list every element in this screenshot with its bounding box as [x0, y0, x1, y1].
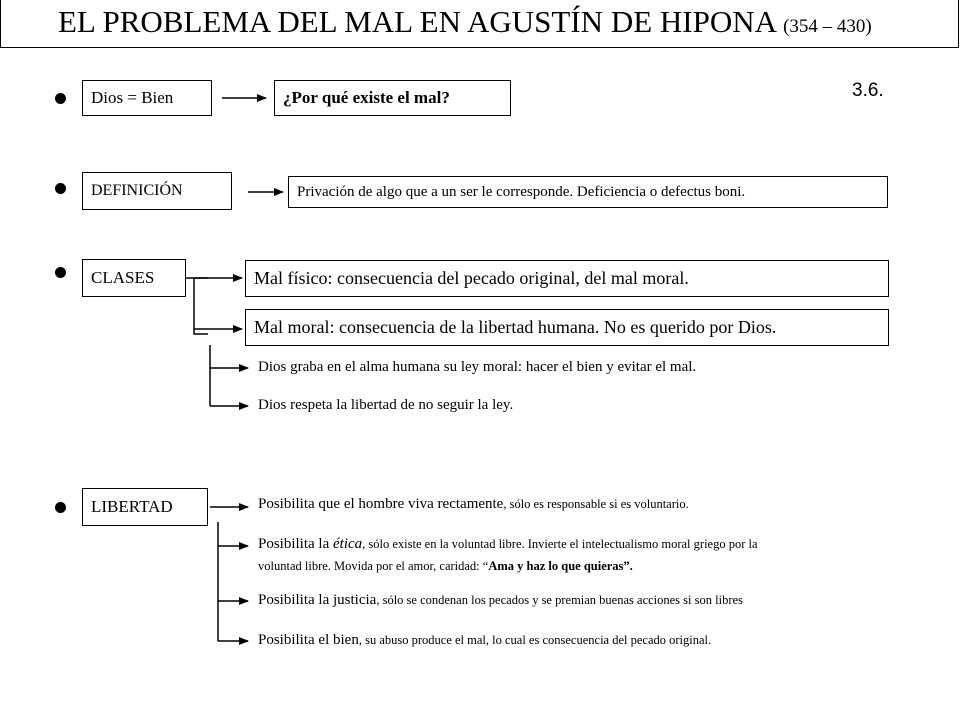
clases-box	[82, 259, 186, 297]
libertad-item-2-line2	[258, 559, 633, 574]
page-number: 3.6.	[852, 80, 884, 101]
mal-fisico-text: Mal físico: consecuencia del pecado original, del mal moral.	[254, 268, 689, 288]
libertad-box	[82, 488, 208, 526]
libertad-label: LIBERTAD	[91, 497, 173, 516]
item1-rest: , sólo es responsable si es voluntario.	[503, 497, 689, 511]
libertad-item-3	[258, 592, 743, 609]
item4-rest: , su abuso produce el mal, lo cual es consecuencia del pecado original.	[358, 633, 712, 647]
item2-em: ética	[333, 536, 363, 552]
moral-sub2: Dios respeta la libertad de no seguir la ley.	[258, 397, 514, 413]
item2-line2-post: ”.	[623, 559, 633, 573]
definicion-label: DEFINICIÓN	[91, 182, 183, 199]
mal-moral-text: Mal moral: consecuencia de la libertad humana. No es querido por Dios.	[254, 317, 777, 337]
libertad-item-4	[258, 632, 711, 649]
dios-bien-box	[82, 80, 212, 116]
mal-moral-box	[245, 309, 889, 346]
title-dates: (354 – 430)	[783, 16, 872, 37]
item2-line2-pre: voluntad libre. Movida por el amor, caridad: “	[258, 559, 489, 573]
definition-text: Privación de algo que a un ser le corresponde. Deficiencia o defectus boni.	[297, 183, 746, 200]
clases-label: CLASES	[91, 268, 155, 287]
bullet-icon	[55, 502, 66, 513]
bullet-icon	[55, 267, 66, 278]
bracket-clases	[194, 278, 208, 334]
bullet-icon	[55, 183, 66, 194]
definition-box	[288, 176, 888, 208]
mal-fisico-box	[245, 260, 889, 297]
bullet-icon	[55, 93, 66, 104]
item3-lead: Posibilita la justicia	[258, 592, 377, 608]
definicion-box	[82, 172, 232, 210]
item2-lead: Posibilita la	[258, 536, 333, 552]
item1-lead: Posibilita que el hombre viva rectamente	[258, 496, 504, 512]
libertad-item-2	[258, 536, 758, 553]
question-box	[274, 80, 511, 116]
libertad-item-1	[258, 496, 689, 513]
item2-line2-bold: Ama y haz lo que quieras	[488, 559, 624, 573]
item2-rest: , sólo existe en la voluntad libre. Invierte el intelectualismo moral griego por la	[362, 537, 758, 551]
dios-bien-label: Dios = Bien	[91, 88, 174, 107]
item3-rest: , sólo se condenan los pecados y se premian buenas acciones si son libres	[376, 593, 743, 607]
moral-sub1: Dios graba en el alma humana su ley moral: hacer el bien y evitar el mal.	[258, 359, 697, 375]
question-label: ¿Por qué existe el mal?	[283, 88, 450, 107]
title-text: EL PROBLEMA DEL MAL EN AGUSTÍN DE HIPONA	[58, 4, 776, 39]
item4-lead: Posibilita el bien	[258, 632, 359, 648]
